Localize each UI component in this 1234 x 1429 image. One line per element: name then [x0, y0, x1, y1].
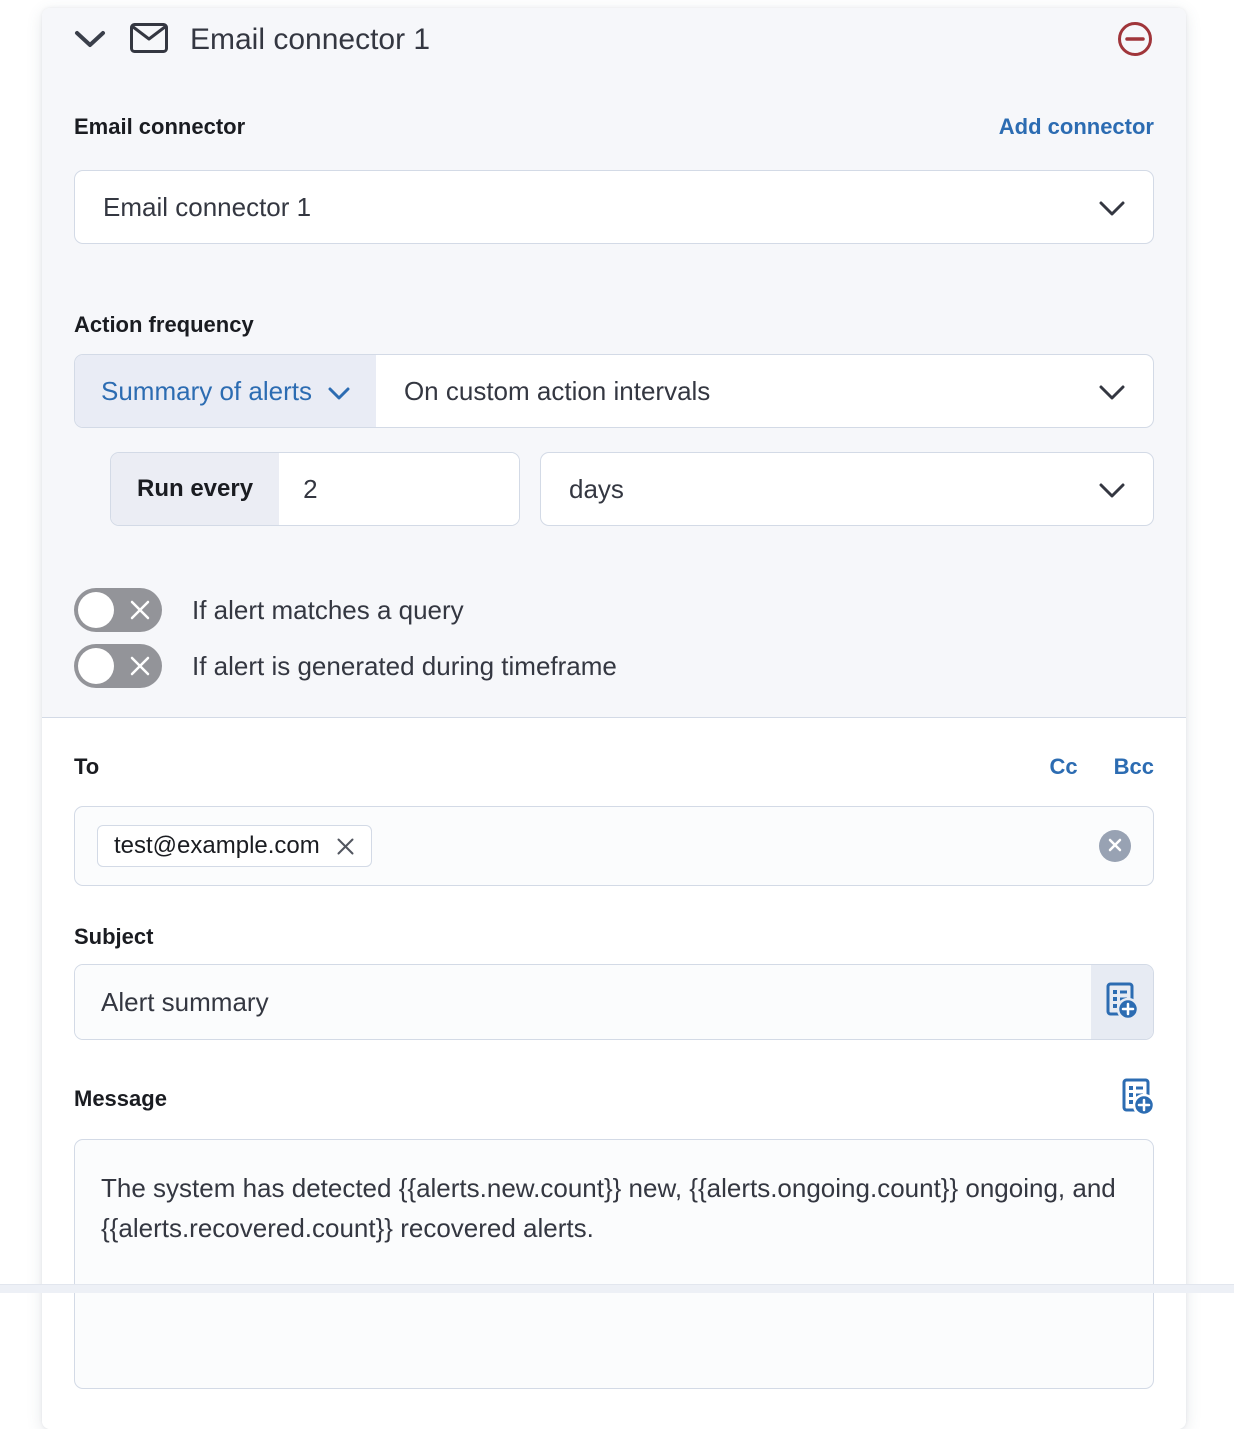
- toggle-knob: [78, 592, 114, 628]
- connector-select[interactable]: [74, 170, 1154, 244]
- chevron-down-icon: [1099, 474, 1125, 505]
- page-bottom-scroll-edge: [0, 1284, 1234, 1293]
- recipient-chip: [97, 825, 372, 867]
- bcc-link[interactable]: Bcc: [1113, 754, 1154, 779]
- summary-select-value: Summary of alerts: [101, 375, 312, 406]
- subject-field-label: Subject: [74, 924, 154, 949]
- email-action-panel: [42, 8, 1186, 1429]
- remove-action-button[interactable]: [1116, 20, 1154, 61]
- chevron-down-icon: [328, 376, 350, 407]
- cc-bcc-links: [1050, 754, 1154, 780]
- to-recipients-combobox[interactable]: [74, 806, 1154, 886]
- if-alert-generated-timeframe-label: If alert is generated during timeframe: [192, 650, 617, 681]
- to-field-label: To: [74, 754, 100, 779]
- interval-select-value: On custom action intervals: [403, 375, 711, 406]
- run-every-prepend-label: Run every: [111, 453, 279, 525]
- message-field-label: Message: [74, 1085, 167, 1111]
- collapse-accordion-button[interactable]: [74, 30, 130, 51]
- toggle-knob: [78, 648, 114, 684]
- connector-label-row: [74, 114, 1154, 140]
- cross-icon: [129, 655, 151, 680]
- panel-title: Email connector 1: [190, 23, 431, 56]
- chevron-down-icon: [1099, 376, 1125, 407]
- interval-unit-value: days: [569, 473, 624, 504]
- alert-query-condition-row: [74, 588, 1154, 632]
- connector-field-label: Email connector: [74, 114, 246, 139]
- message-add-variable-button[interactable]: [1122, 1078, 1154, 1119]
- envelope-icon: [130, 23, 168, 58]
- cc-link[interactable]: Cc: [1049, 754, 1078, 779]
- subject-input[interactable]: [75, 965, 1091, 1039]
- chevron-down-icon: [74, 30, 106, 51]
- chevron-down-icon: [1099, 192, 1125, 223]
- action-config-section: [42, 8, 1186, 718]
- accordion-header: [74, 8, 1154, 54]
- interval-select[interactable]: [376, 355, 1153, 427]
- cross-icon: [129, 599, 151, 624]
- connector-select-value: Email connector 1: [103, 191, 312, 222]
- if-alert-matches-query-label: If alert matches a query: [192, 594, 464, 625]
- action-frequency-label: Action frequency: [74, 312, 254, 337]
- run-every-value-input[interactable]: [279, 453, 519, 525]
- minus-circle-icon: [1116, 20, 1154, 61]
- subject-add-variable-button[interactable]: [1091, 965, 1153, 1039]
- if-alert-matches-query-toggle[interactable]: [74, 588, 162, 632]
- add-variable-icon: [1106, 982, 1138, 1023]
- clear-recipients-button[interactable]: [1099, 830, 1131, 862]
- alert-timeframe-condition-row: [74, 644, 1154, 688]
- add-connector-link[interactable]: Add connector: [998, 114, 1154, 139]
- to-label-row: [74, 718, 1154, 780]
- action-frequency-control: [74, 354, 1154, 428]
- recipient-chip-text: test@example.com: [114, 832, 320, 859]
- run-every-group: [110, 452, 520, 526]
- interval-unit-select[interactable]: [540, 452, 1154, 526]
- message-label-row: [74, 1078, 1154, 1119]
- accordion-title-group: [130, 23, 430, 58]
- cross-icon: [1108, 838, 1122, 855]
- email-message-section: [42, 718, 1186, 1429]
- summary-of-alerts-select[interactable]: [75, 355, 376, 427]
- run-every-row: [110, 452, 1154, 526]
- if-alert-generated-timeframe-toggle[interactable]: [74, 644, 162, 688]
- add-variable-icon: [1122, 1078, 1154, 1119]
- message-textarea[interactable]: [74, 1139, 1154, 1389]
- subject-field-group: [74, 964, 1154, 1040]
- remove-recipient-icon[interactable]: [336, 837, 355, 856]
